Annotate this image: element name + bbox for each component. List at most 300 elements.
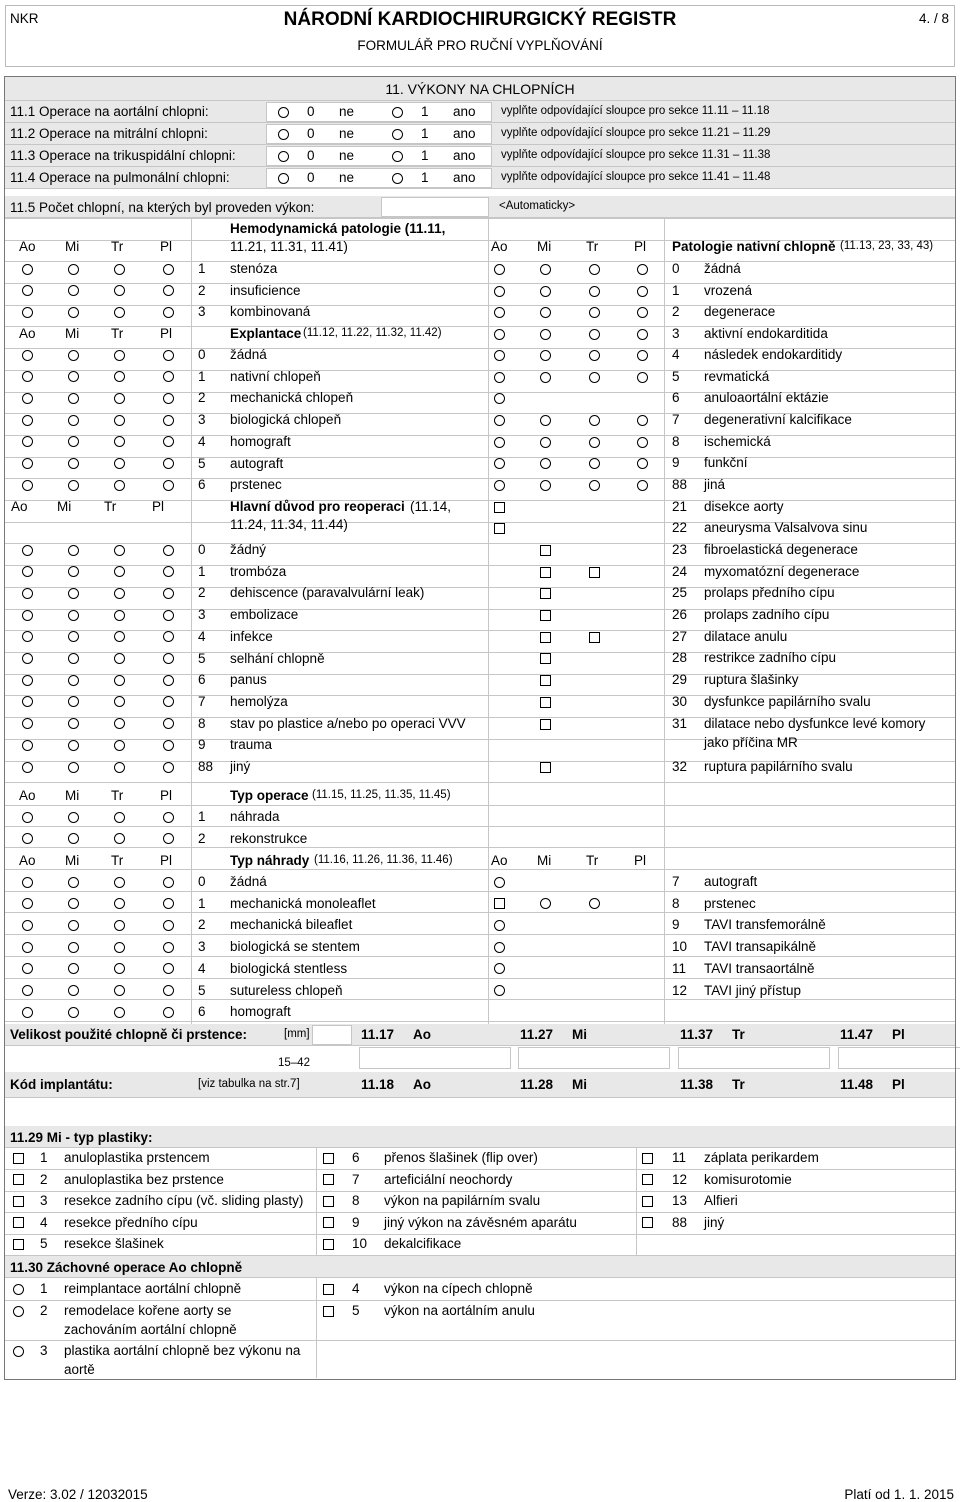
radio-ao[interactable] <box>22 631 33 642</box>
radio-mi[interactable] <box>68 1007 79 1018</box>
radio-mi[interactable] <box>68 393 79 404</box>
radio-pl[interactable] <box>163 285 174 296</box>
item-label: ruptura šlašinky <box>704 672 799 687</box>
radio-mi[interactable] <box>68 985 79 996</box>
checkbox-mi[interactable] <box>540 719 551 730</box>
question-label: 11.2 Operace na mitrální chlopni: <box>10 126 208 141</box>
radio-tr[interactable] <box>114 588 125 599</box>
radio-ao[interactable] <box>22 920 33 931</box>
radio-ao[interactable] <box>494 350 505 361</box>
section-header: Hemodynamická patologie (11.11, <box>230 221 446 236</box>
item-label: výkon na cípech chlopně <box>384 1281 533 1296</box>
radio-pl[interactable] <box>163 610 174 621</box>
radio-pl[interactable] <box>637 372 648 383</box>
implant-row <box>5 1072 955 1098</box>
radio-pl[interactable] <box>163 458 174 469</box>
radio-pl[interactable] <box>163 415 174 426</box>
radio-ao[interactable] <box>22 653 33 664</box>
radio-pl[interactable] <box>637 458 648 469</box>
column-header-tr: Tr <box>586 853 599 868</box>
radio-ano[interactable] <box>392 129 403 140</box>
radio-pl[interactable] <box>637 329 648 340</box>
radio-mi[interactable] <box>68 653 79 664</box>
radio-tr[interactable] <box>589 480 600 491</box>
radio-mi[interactable] <box>540 329 551 340</box>
radio-pl[interactable] <box>637 264 648 275</box>
radio-pl[interactable] <box>163 898 174 909</box>
item-label: TAVI transapikálně <box>704 939 817 955</box>
item-label: autograft <box>704 874 758 889</box>
column-header-pl: Pl <box>160 788 173 803</box>
checkbox-plasty[interactable] <box>323 1239 334 1250</box>
radio-tr[interactable] <box>114 264 125 275</box>
radio-tr[interactable] <box>114 812 125 823</box>
radio-mi[interactable] <box>540 286 551 297</box>
item-label: prstenec <box>704 895 756 911</box>
radio-mi[interactable] <box>68 285 79 296</box>
checkbox-save[interactable] <box>323 1306 334 1317</box>
item-label: žádná <box>230 874 267 889</box>
radio-ao[interactable] <box>494 393 505 404</box>
option-number: 0 <box>307 148 315 163</box>
option-number: 1 <box>421 126 429 141</box>
item-number: 7 <box>672 874 680 889</box>
checkbox-plasty[interactable] <box>642 1153 653 1164</box>
radio-ao[interactable] <box>22 675 33 686</box>
checkbox-mi[interactable] <box>540 697 551 708</box>
radio-mi[interactable] <box>68 631 79 642</box>
radio-ne[interactable] <box>278 129 289 140</box>
item-number: 30 <box>672 694 688 709</box>
item-number: 4 <box>198 960 206 976</box>
radio-ao[interactable] <box>494 942 505 953</box>
radio-tr[interactable] <box>589 264 600 275</box>
radio-tr[interactable] <box>114 985 125 996</box>
radio-pl[interactable] <box>163 350 174 361</box>
checkbox-plasty[interactable] <box>642 1217 653 1228</box>
checkbox-mi[interactable] <box>540 675 551 686</box>
radio-tr[interactable] <box>589 437 600 448</box>
radio-pl[interactable] <box>637 415 648 426</box>
item-label: mechanická bileaflet <box>230 917 353 933</box>
radio-mi[interactable] <box>68 696 79 707</box>
radio-mi[interactable] <box>68 588 79 599</box>
item-label: resekce zadního cípu (vč. sliding plasty) <box>64 1193 304 1209</box>
size-input[interactable] <box>518 1047 670 1069</box>
radio-pl[interactable] <box>163 653 174 664</box>
radio-tr[interactable] <box>114 631 125 642</box>
item-label: prolaps předního cípu <box>704 585 835 600</box>
section-header-ref: 11.21, 11.31, 11.41) <box>230 239 348 254</box>
row-line <box>5 674 955 675</box>
row-line <box>5 1169 955 1170</box>
column-header-ao: Ao <box>491 853 508 868</box>
radio-tr[interactable] <box>589 286 600 297</box>
item-number: 3 <box>198 412 206 428</box>
radio-save[interactable] <box>13 1306 24 1317</box>
item-number: 1 <box>198 261 206 276</box>
size-unit: [mm] <box>284 1028 310 1040</box>
checkbox-plasty[interactable] <box>642 1196 653 1207</box>
radio-ao[interactable] <box>494 307 505 318</box>
column-header-mi: Mi <box>65 853 80 868</box>
radio-ano[interactable] <box>392 173 403 184</box>
radio-tr[interactable] <box>114 877 125 888</box>
column-header-mi: Mi <box>57 499 72 514</box>
checkbox-plasty[interactable] <box>13 1239 24 1250</box>
radio-tr[interactable] <box>589 307 600 318</box>
question-note: vyplňte odpovídající sloupce pro sekce 11.31 – 11.38 <box>501 149 771 161</box>
radio-ao[interactable] <box>22 1007 33 1018</box>
radio-pl[interactable] <box>163 718 174 729</box>
radio-tr[interactable] <box>589 898 600 909</box>
item-label: jiný <box>230 759 251 774</box>
radio-mi[interactable] <box>68 762 79 773</box>
radio-ne[interactable] <box>278 107 289 118</box>
item-label: dysfunkce papilárního svalu <box>704 694 871 709</box>
radio-ao[interactable] <box>494 877 505 888</box>
checkbox-mi[interactable] <box>540 545 551 556</box>
radio-ao[interactable] <box>22 566 33 577</box>
footer-version: Verze: 3.02 / 12032015 <box>8 1487 148 1502</box>
radio-ano[interactable] <box>392 151 403 162</box>
radio-tr[interactable] <box>114 898 125 909</box>
radio-ne[interactable] <box>278 173 289 184</box>
radio-tr[interactable] <box>114 350 125 361</box>
radio-mi[interactable] <box>68 415 79 426</box>
radio-mi[interactable] <box>68 566 79 577</box>
radio-ao[interactable] <box>494 458 505 469</box>
radio-ao[interactable] <box>22 985 33 996</box>
radio-mi[interactable] <box>540 350 551 361</box>
item-label: prolaps zadního cípu <box>704 607 830 622</box>
radio-tr[interactable] <box>114 458 125 469</box>
checkbox-ao[interactable] <box>494 523 505 534</box>
radio-ao[interactable] <box>22 350 33 361</box>
radio-mi[interactable] <box>68 942 79 953</box>
checkbox-mi[interactable] <box>540 653 551 664</box>
size-code: 11.27 <box>520 1027 554 1042</box>
item-label: žádný <box>230 542 267 557</box>
item-label: plastika aortální chlopně bez výkonu na <box>64 1343 301 1358</box>
radio-mi[interactable] <box>68 610 79 621</box>
checkbox-plasty[interactable] <box>13 1174 24 1185</box>
item-number: 7 <box>352 1171 360 1187</box>
radio-mi[interactable] <box>68 371 79 382</box>
question-label: 11.1 Operace na aortální chlopni: <box>10 104 209 119</box>
item-number: 4 <box>198 433 206 449</box>
radio-ano[interactable] <box>392 107 403 118</box>
item-label: anuloplastika prstencem <box>64 1150 210 1165</box>
radio-pl[interactable] <box>637 286 648 297</box>
radio-ao[interactable] <box>22 371 33 382</box>
radio-ao[interactable] <box>22 264 33 275</box>
radio-ao[interactable] <box>494 985 505 996</box>
radio-pl[interactable] <box>637 350 648 361</box>
radio-ao[interactable] <box>22 877 33 888</box>
radio-ao[interactable] <box>22 718 33 729</box>
radio-ao[interactable] <box>494 264 505 275</box>
checkbox-plasty[interactable] <box>13 1153 24 1164</box>
radio-tr[interactable] <box>114 963 125 974</box>
radio-mi[interactable] <box>68 920 79 931</box>
section-header-ref: (11.16, 11.26, 11.36, 11.46) <box>314 854 453 866</box>
radio-pl[interactable] <box>163 566 174 577</box>
column-divider <box>316 1148 317 1256</box>
radio-mi[interactable] <box>68 307 79 318</box>
section-header-ref: (11.13, 23, 33, 43) <box>840 240 934 252</box>
radio-pl[interactable] <box>163 942 174 953</box>
item-label: degenerace <box>704 304 776 319</box>
radio-mi[interactable] <box>540 437 551 448</box>
radio-ao[interactable] <box>22 415 33 426</box>
item-label: infekce <box>230 628 273 644</box>
checkbox-plasty[interactable] <box>13 1217 24 1228</box>
size-input[interactable] <box>838 1047 960 1069</box>
checkbox-plasty[interactable] <box>13 1196 24 1207</box>
radio-pl[interactable] <box>163 812 174 823</box>
size-input[interactable] <box>359 1047 511 1069</box>
radio-mi[interactable] <box>68 833 79 844</box>
radio-pl[interactable] <box>163 985 174 996</box>
radio-pl[interactable] <box>163 696 174 707</box>
radio-ao[interactable] <box>494 480 505 491</box>
radio-mi[interactable] <box>68 458 79 469</box>
checkbox-mi[interactable] <box>540 632 551 643</box>
radio-tr[interactable] <box>114 833 125 844</box>
radio-pl[interactable] <box>637 307 648 318</box>
radio-tr[interactable] <box>589 350 600 361</box>
option-number: 1 <box>421 170 429 185</box>
footer-valid: Platí od 1. 1. 2015 <box>844 1487 954 1502</box>
radio-pl[interactable] <box>163 588 174 599</box>
item-label: anuloaortální ektázie <box>704 390 829 405</box>
radio-pl[interactable] <box>163 631 174 642</box>
size-col-label: Mi <box>572 1027 587 1042</box>
item-number: 3 <box>198 304 206 320</box>
radio-pl[interactable] <box>163 1007 174 1018</box>
radio-tr[interactable] <box>114 718 125 729</box>
radio-mi[interactable] <box>540 415 551 426</box>
radio-mi[interactable] <box>68 812 79 823</box>
item-number: 5 <box>40 1236 48 1252</box>
radio-ao[interactable] <box>494 963 505 974</box>
radio-ao[interactable] <box>22 307 33 318</box>
item-label: degenerativní kalcifikace <box>704 412 852 427</box>
radio-tr[interactable] <box>114 285 125 296</box>
checkbox-mi[interactable] <box>540 567 551 578</box>
checkbox-tr[interactable] <box>589 567 600 578</box>
checkbox-ao[interactable] <box>494 898 505 909</box>
radio-mi[interactable] <box>68 480 79 491</box>
column-header-pl: Pl <box>152 499 165 514</box>
radio-ao[interactable] <box>22 588 33 599</box>
column-header-pl: Pl <box>160 326 173 341</box>
section-header-ref: 11.24, 11.34, 11.44) <box>230 517 348 532</box>
radio-ao[interactable] <box>22 458 33 469</box>
radio-pl[interactable] <box>637 437 648 448</box>
item-label: TAVI transaortálně <box>704 960 815 976</box>
radio-mi[interactable] <box>540 458 551 469</box>
radio-mi[interactable] <box>68 718 79 729</box>
radio-ao[interactable] <box>22 610 33 621</box>
radio-mi[interactable] <box>540 898 551 909</box>
item-label: následek endokarditidy <box>704 347 843 362</box>
radio-ao[interactable] <box>494 920 505 931</box>
radio-ao[interactable] <box>494 437 505 448</box>
size-col-label: Ao <box>413 1027 431 1042</box>
item-number: 1 <box>198 809 206 824</box>
radio-ao[interactable] <box>22 963 33 974</box>
radio-tr[interactable] <box>114 566 125 577</box>
radio-tr[interactable] <box>114 675 125 686</box>
radio-tr[interactable] <box>114 920 125 931</box>
radio-tr[interactable] <box>114 942 125 953</box>
checkbox-plasty[interactable] <box>642 1174 653 1185</box>
checkbox-ao[interactable] <box>494 502 505 513</box>
radio-ne[interactable] <box>278 151 289 162</box>
radio-pl[interactable] <box>163 877 174 888</box>
radio-pl[interactable] <box>163 675 174 686</box>
option-label: ne <box>339 148 355 163</box>
radio-tr[interactable] <box>114 371 125 382</box>
checkbox-mi[interactable] <box>540 588 551 599</box>
radio-ao[interactable] <box>22 393 33 404</box>
radio-tr[interactable] <box>114 1007 125 1018</box>
radio-tr[interactable] <box>114 762 125 773</box>
radio-save[interactable] <box>13 1284 24 1295</box>
radio-pl[interactable] <box>163 371 174 382</box>
item-label: biologická stentless <box>230 960 348 976</box>
item-number: 29 <box>672 672 688 687</box>
implant-code: 11.18 <box>361 1077 395 1092</box>
radio-tr[interactable] <box>114 545 125 556</box>
radio-pl[interactable] <box>163 480 174 491</box>
checkbox-tr[interactable] <box>589 632 600 643</box>
radio-tr[interactable] <box>114 415 125 426</box>
radio-ao[interactable] <box>22 942 33 953</box>
radio-ao[interactable] <box>494 286 505 297</box>
radio-pl[interactable] <box>163 307 174 318</box>
radio-ao[interactable] <box>22 545 33 556</box>
radio-tr[interactable] <box>589 458 600 469</box>
radio-ao[interactable] <box>494 329 505 340</box>
checkbox-plasty[interactable] <box>323 1174 334 1185</box>
option-label: ano <box>453 170 476 185</box>
item-label: homograft <box>230 433 291 449</box>
radio-pl[interactable] <box>163 545 174 556</box>
page-title: NÁRODNÍ KARDIOCHIRURGICKÝ REGISTR <box>283 9 677 30</box>
item-label: mechanická chlopeň <box>230 390 354 406</box>
radio-mi[interactable] <box>68 436 79 447</box>
radio-mi[interactable] <box>68 264 79 275</box>
column-divider <box>664 218 665 1024</box>
radio-ao[interactable] <box>22 480 33 491</box>
radio-tr[interactable] <box>114 740 125 751</box>
radio-tr[interactable] <box>114 307 125 318</box>
item-label: Alfieri <box>704 1193 738 1209</box>
item-label: dilatace anulu <box>704 629 788 644</box>
checkbox-plasty[interactable] <box>323 1153 334 1164</box>
checkbox-plasty[interactable] <box>323 1217 334 1228</box>
item-number: 1 <box>198 563 206 579</box>
item-label: dekalcifikace <box>384 1236 462 1252</box>
radio-ao[interactable] <box>22 436 33 447</box>
radio-mi[interactable] <box>68 877 79 888</box>
radio-pl[interactable] <box>163 833 174 844</box>
radio-mi[interactable] <box>540 480 551 491</box>
item-number: 6 <box>198 672 206 688</box>
item-label: panus <box>230 672 267 688</box>
radio-ao[interactable] <box>494 372 505 383</box>
checkbox-plasty[interactable] <box>323 1196 334 1207</box>
radio-pl[interactable] <box>163 920 174 931</box>
radio-tr[interactable] <box>589 415 600 426</box>
item-label: biologická se stentem <box>230 939 360 955</box>
item-label: stav po plastice a/nebo po operaci VVV <box>230 715 466 731</box>
radio-ao[interactable] <box>22 696 33 707</box>
radio-pl[interactable] <box>163 762 174 773</box>
radio-mi[interactable] <box>68 898 79 909</box>
radio-ao[interactable] <box>22 833 33 844</box>
radio-pl[interactable] <box>163 436 174 447</box>
radio-pl[interactable] <box>163 963 174 974</box>
radio-tr[interactable] <box>589 329 600 340</box>
radio-ao[interactable] <box>22 898 33 909</box>
radio-pl[interactable] <box>163 393 174 404</box>
radio-tr[interactable] <box>114 480 125 491</box>
radio-mi[interactable] <box>68 963 79 974</box>
item-number: 2 <box>198 917 206 933</box>
radio-mi[interactable] <box>68 740 79 751</box>
radio-pl[interactable] <box>637 480 648 491</box>
checkbox-mi[interactable] <box>540 762 551 773</box>
item-number: 88 <box>672 1214 688 1230</box>
radio-mi[interactable] <box>540 307 551 318</box>
checkbox-mi[interactable] <box>540 610 551 621</box>
radio-tr[interactable] <box>114 436 125 447</box>
radio-pl[interactable] <box>163 740 174 751</box>
radio-pl[interactable] <box>163 264 174 275</box>
item-number: 1 <box>198 368 206 384</box>
radio-mi[interactable] <box>540 372 551 383</box>
item-label: ruptura papilárního svalu <box>704 759 853 774</box>
radio-mi[interactable] <box>68 350 79 361</box>
column-header-tr: Tr <box>111 788 124 803</box>
size-input[interactable] <box>678 1047 830 1069</box>
radio-mi[interactable] <box>68 545 79 556</box>
radio-ao[interactable] <box>22 762 33 773</box>
item-number: 7 <box>672 412 680 427</box>
radio-save[interactable] <box>13 1346 24 1357</box>
radio-mi[interactable] <box>540 264 551 275</box>
radio-tr[interactable] <box>114 696 125 707</box>
radio-ao[interactable] <box>22 812 33 823</box>
checkbox-save[interactable] <box>323 1284 334 1295</box>
radio-tr[interactable] <box>114 393 125 404</box>
radio-ao[interactable] <box>494 415 505 426</box>
radio-tr[interactable] <box>114 653 125 664</box>
radio-mi[interactable] <box>68 675 79 686</box>
radio-tr[interactable] <box>589 372 600 383</box>
item-number: 8 <box>352 1193 360 1209</box>
radio-ao[interactable] <box>22 740 33 751</box>
implant-col-label: Ao <box>413 1077 431 1092</box>
option-label: ano <box>453 104 476 119</box>
item-label: mechanická monoleaflet <box>230 895 376 911</box>
radio-tr[interactable] <box>114 610 125 621</box>
radio-ao[interactable] <box>22 285 33 296</box>
